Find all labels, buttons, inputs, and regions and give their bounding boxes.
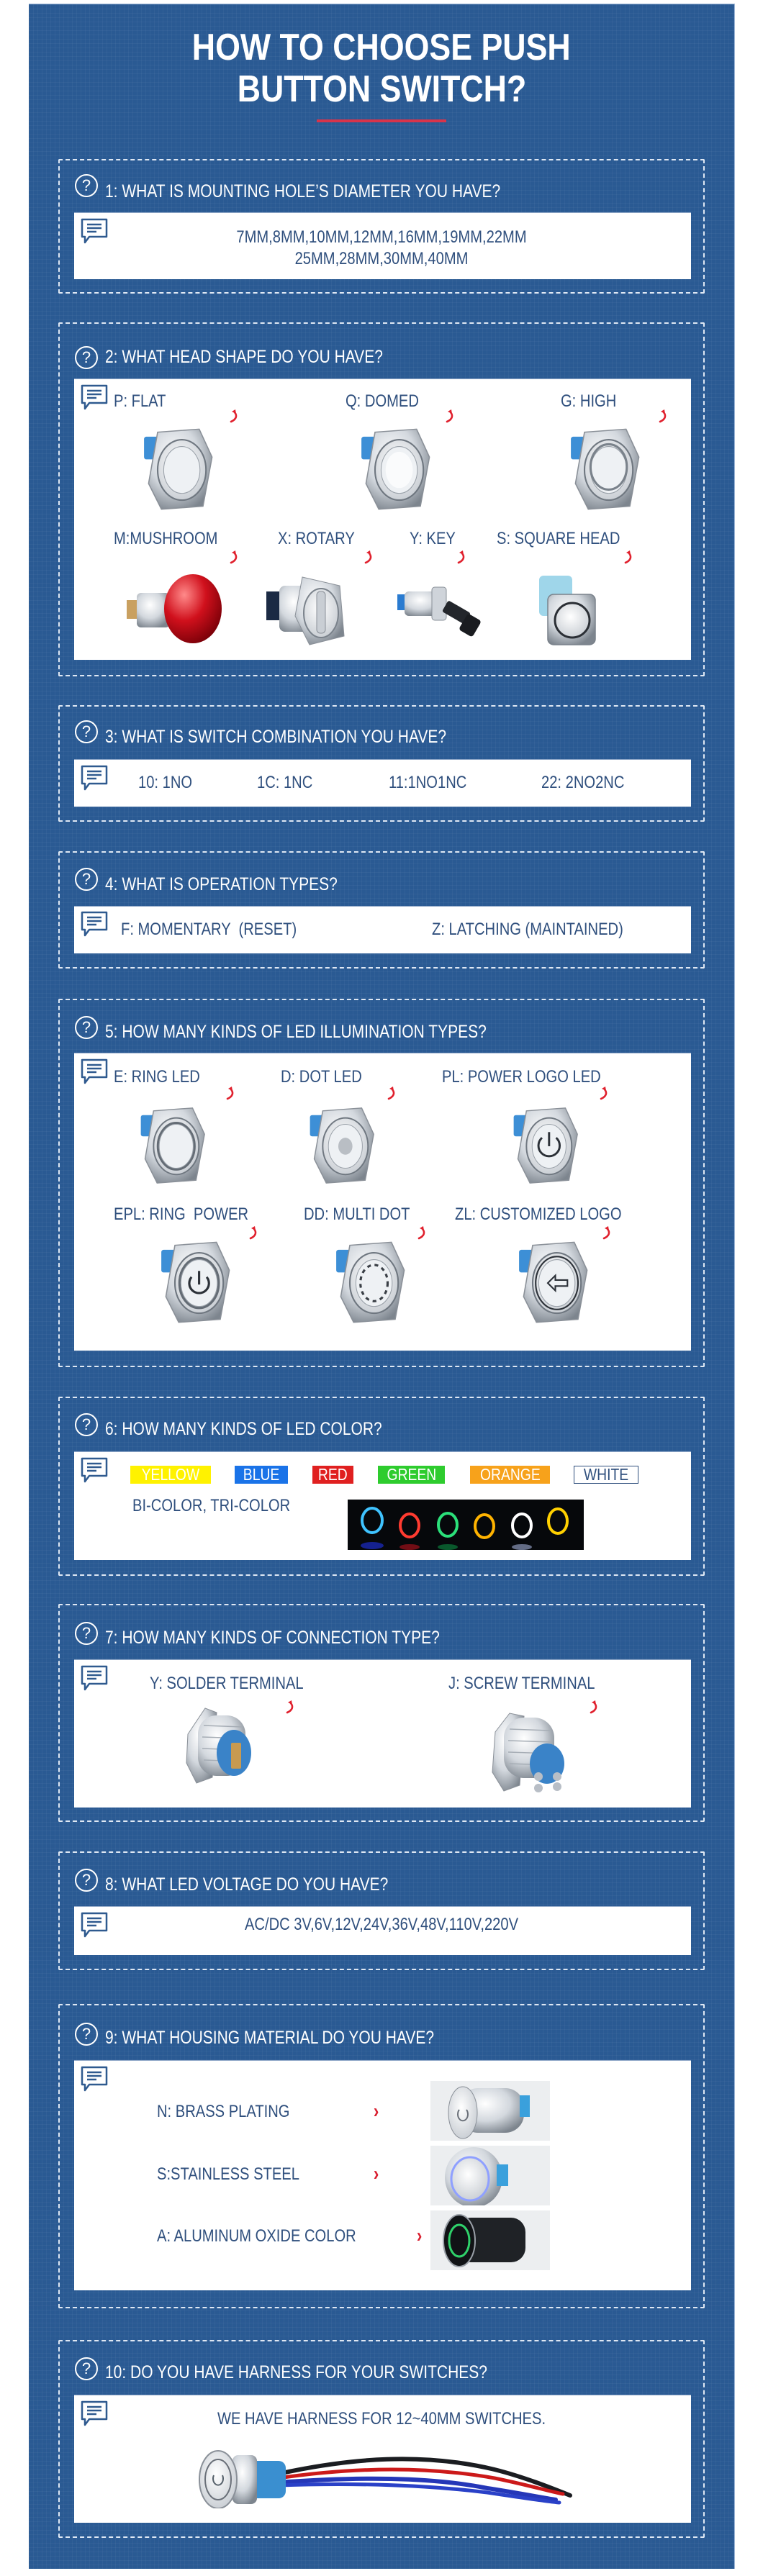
led-dot-label: D: DOT LED: [281, 1067, 362, 1087]
section-6-question: 6: HOW MANY KINDS OF LED COLOR?: [105, 1419, 382, 1439]
solder-terminal-switch-image: [184, 1705, 267, 1787]
color-chip-yellow: YELLOW: [130, 1466, 211, 1484]
chat-bubble-icon: [81, 1058, 108, 1086]
harness-statement: WE HAVE HARNESS FOR 12~40MM SWITCHES.: [217, 2409, 546, 2428]
led-voltage-options: AC/DC 3V,6V,12V,24V,36V,48V,110V,220V: [244, 1915, 519, 1934]
head-domed-label: Q: DOMED: [346, 391, 419, 411]
power-logo-led-switch-image: [494, 1102, 587, 1187]
diameter-line-2: 25MM,28MM,30MM,40MM: [294, 249, 469, 268]
head-square-label: S: SQUARE HEAD: [497, 529, 620, 548]
chat-bubble-icon: [81, 384, 108, 412]
question-circle-icon: ?: [75, 2357, 98, 2380]
section-9-question: 9: WHAT HOUSING MATERIAL DO YOU HAVE?: [105, 2028, 435, 2048]
high-head-switch-image: [551, 423, 649, 514]
red-curl-arrow-icon: [456, 548, 466, 564]
material-brass-label: N: BRASS PLATING: [157, 2102, 290, 2121]
operation-momentary: F: MOMENTARY (RESET): [121, 920, 297, 939]
color-chip-blue: BLUE: [235, 1466, 288, 1484]
operation-latching: Z: LATCHING (MAINTAINED): [432, 920, 623, 939]
section-1-question: 1: WHAT IS MOUNTING HOLE’S DIAMETER YOU HAVE?: [105, 181, 501, 201]
question-circle-icon: ?: [75, 1413, 98, 1436]
screw-terminal-label: J: SCREW TERMINAL: [448, 1674, 595, 1693]
red-curl-arrow-icon: [589, 1698, 599, 1714]
red-curl-arrow-icon: [387, 1084, 397, 1100]
color-chip-white: WHITE: [574, 1466, 638, 1484]
question-circle-icon: ?: [75, 1016, 98, 1039]
led-ring-power-label: EPL: RING POWER: [114, 1205, 249, 1224]
chevron-right-icon: ›: [416, 2224, 423, 2246]
multi-color-label: BI-COLOR, TRI-COLOR: [132, 1496, 291, 1515]
question-circle-icon: ?: [75, 346, 98, 369]
dot-led-switch-image: [288, 1102, 386, 1187]
chat-bubble-icon: [81, 1912, 108, 1939]
square-head-switch-image: [529, 573, 601, 648]
section-7-question: 7: HOW MANY KINDS OF CONNECTION TYPE?: [105, 1628, 440, 1648]
red-curl-arrow-icon: [445, 407, 455, 423]
color-chip-red: RED: [312, 1466, 353, 1484]
red-curl-arrow-icon: [229, 407, 239, 423]
red-curl-arrow-icon: [225, 1084, 235, 1100]
red-curl-arrow-icon: [417, 1224, 427, 1240]
head-key-label: Y: KEY: [410, 529, 456, 548]
section-2-question: 2: WHAT HEAD SHAPE DO YOU HAVE?: [105, 347, 383, 367]
red-curl-arrow-icon: [658, 407, 668, 423]
domed-head-switch-image: [340, 423, 441, 514]
led-ring-label: E: RING LED: [114, 1067, 200, 1087]
key-switch-image: [389, 573, 487, 648]
color-chip-green: GREEN: [378, 1466, 445, 1484]
question-circle-icon: ?: [75, 174, 98, 197]
section-5-question: 5: HOW MANY KINDS OF LED ILLUMINATION TYPES?: [105, 1022, 487, 1042]
question-circle-icon: ?: [75, 2023, 98, 2046]
chevron-right-icon: ›: [373, 2162, 379, 2185]
rotary-switch-image: [259, 573, 351, 648]
red-curl-arrow-icon: [248, 1224, 258, 1240]
wire-harness-image: [192, 2445, 578, 2508]
red-curl-arrow-icon: [285, 1698, 295, 1714]
question-circle-icon: ?: [75, 868, 98, 891]
chevron-right-icon: ›: [373, 2100, 379, 2122]
red-curl-arrow-icon: [602, 1224, 612, 1240]
customized-logo-switch-image: [498, 1236, 597, 1327]
diameter-line-1: 7MM,8MM,10MM,12MM,16MM,19MM,22MM: [236, 227, 527, 247]
red-curl-arrow-icon: [364, 548, 374, 564]
aluminum-oxide-switch-image: [430, 2210, 550, 2270]
led-colors-photo: [348, 1500, 584, 1550]
chat-bubble-icon: [81, 911, 108, 938]
head-flat-label: P: FLAT: [114, 391, 166, 411]
material-stainless-label: S:STAINLESS STEEL: [157, 2164, 299, 2184]
section-4-question: 4: WHAT IS OPERATION TYPES?: [105, 874, 338, 894]
mushroom-head-switch-image: [122, 573, 222, 648]
red-curl-arrow-icon: [229, 548, 239, 564]
chat-bubble-icon: [81, 2400, 108, 2428]
section-8-question: 8: WHAT LED VOLTAGE DO YOU HAVE?: [105, 1874, 389, 1895]
question-circle-icon: ?: [75, 1869, 98, 1892]
brass-plating-switch-image: [430, 2081, 550, 2141]
multi-dot-led-switch-image: [314, 1236, 416, 1327]
led-multi-dot-label: DD: MULTI DOT: [304, 1205, 410, 1224]
combination-option: 22: 2NO2NC: [541, 773, 625, 792]
material-aluminum-label: A: ALUMINUM OXIDE COLOR: [157, 2226, 356, 2246]
head-rotary-label: X: ROTARY: [278, 529, 355, 548]
combination-option: 11:1NO1NC: [389, 773, 467, 792]
led-customized-logo-label: ZL: CUSTOMIZED LOGO: [455, 1205, 622, 1224]
head-mushroom-label: M:MUSHROOM: [114, 529, 218, 548]
red-curl-arrow-icon: [623, 548, 633, 564]
page-title-line-1: HOW TO CHOOSE PUSH: [192, 27, 571, 68]
chat-bubble-icon: [81, 2066, 108, 2093]
page-title-line-2: BUTTON SWITCH?: [237, 68, 526, 110]
combination-option: 10: 1NO: [138, 773, 193, 792]
stainless-steel-switch-image: [430, 2146, 550, 2205]
flat-head-switch-image: [122, 423, 223, 514]
chat-bubble-icon: [81, 218, 108, 245]
ring-power-led-switch-image: [144, 1236, 236, 1327]
ring-led-switch-image: [121, 1102, 215, 1187]
title-underline: [317, 119, 446, 122]
chat-bubble-icon: [81, 1457, 108, 1484]
screw-terminal-switch-image: [488, 1710, 580, 1795]
question-circle-icon: ?: [75, 720, 98, 743]
combination-option: 1C: 1NC: [257, 773, 313, 792]
chat-bubble-icon: [81, 1665, 108, 1692]
solder-terminal-label: Y: SOLDER TERMINAL: [150, 1674, 304, 1693]
question-circle-icon: ?: [75, 1622, 98, 1645]
color-chip-orange: ORANGE: [470, 1466, 550, 1484]
led-power-logo-label: PL: POWER LOGO LED: [442, 1067, 601, 1087]
chat-bubble-icon: [81, 765, 108, 792]
section-3-question: 3: WHAT IS SWITCH COMBINATION YOU HAVE?: [105, 727, 447, 747]
head-high-label: G: HIGH: [561, 391, 617, 411]
section-10-question: 10: DO YOU HAVE HARNESS FOR YOUR SWITCHES?: [105, 2362, 487, 2382]
red-curl-arrow-icon: [599, 1084, 609, 1100]
